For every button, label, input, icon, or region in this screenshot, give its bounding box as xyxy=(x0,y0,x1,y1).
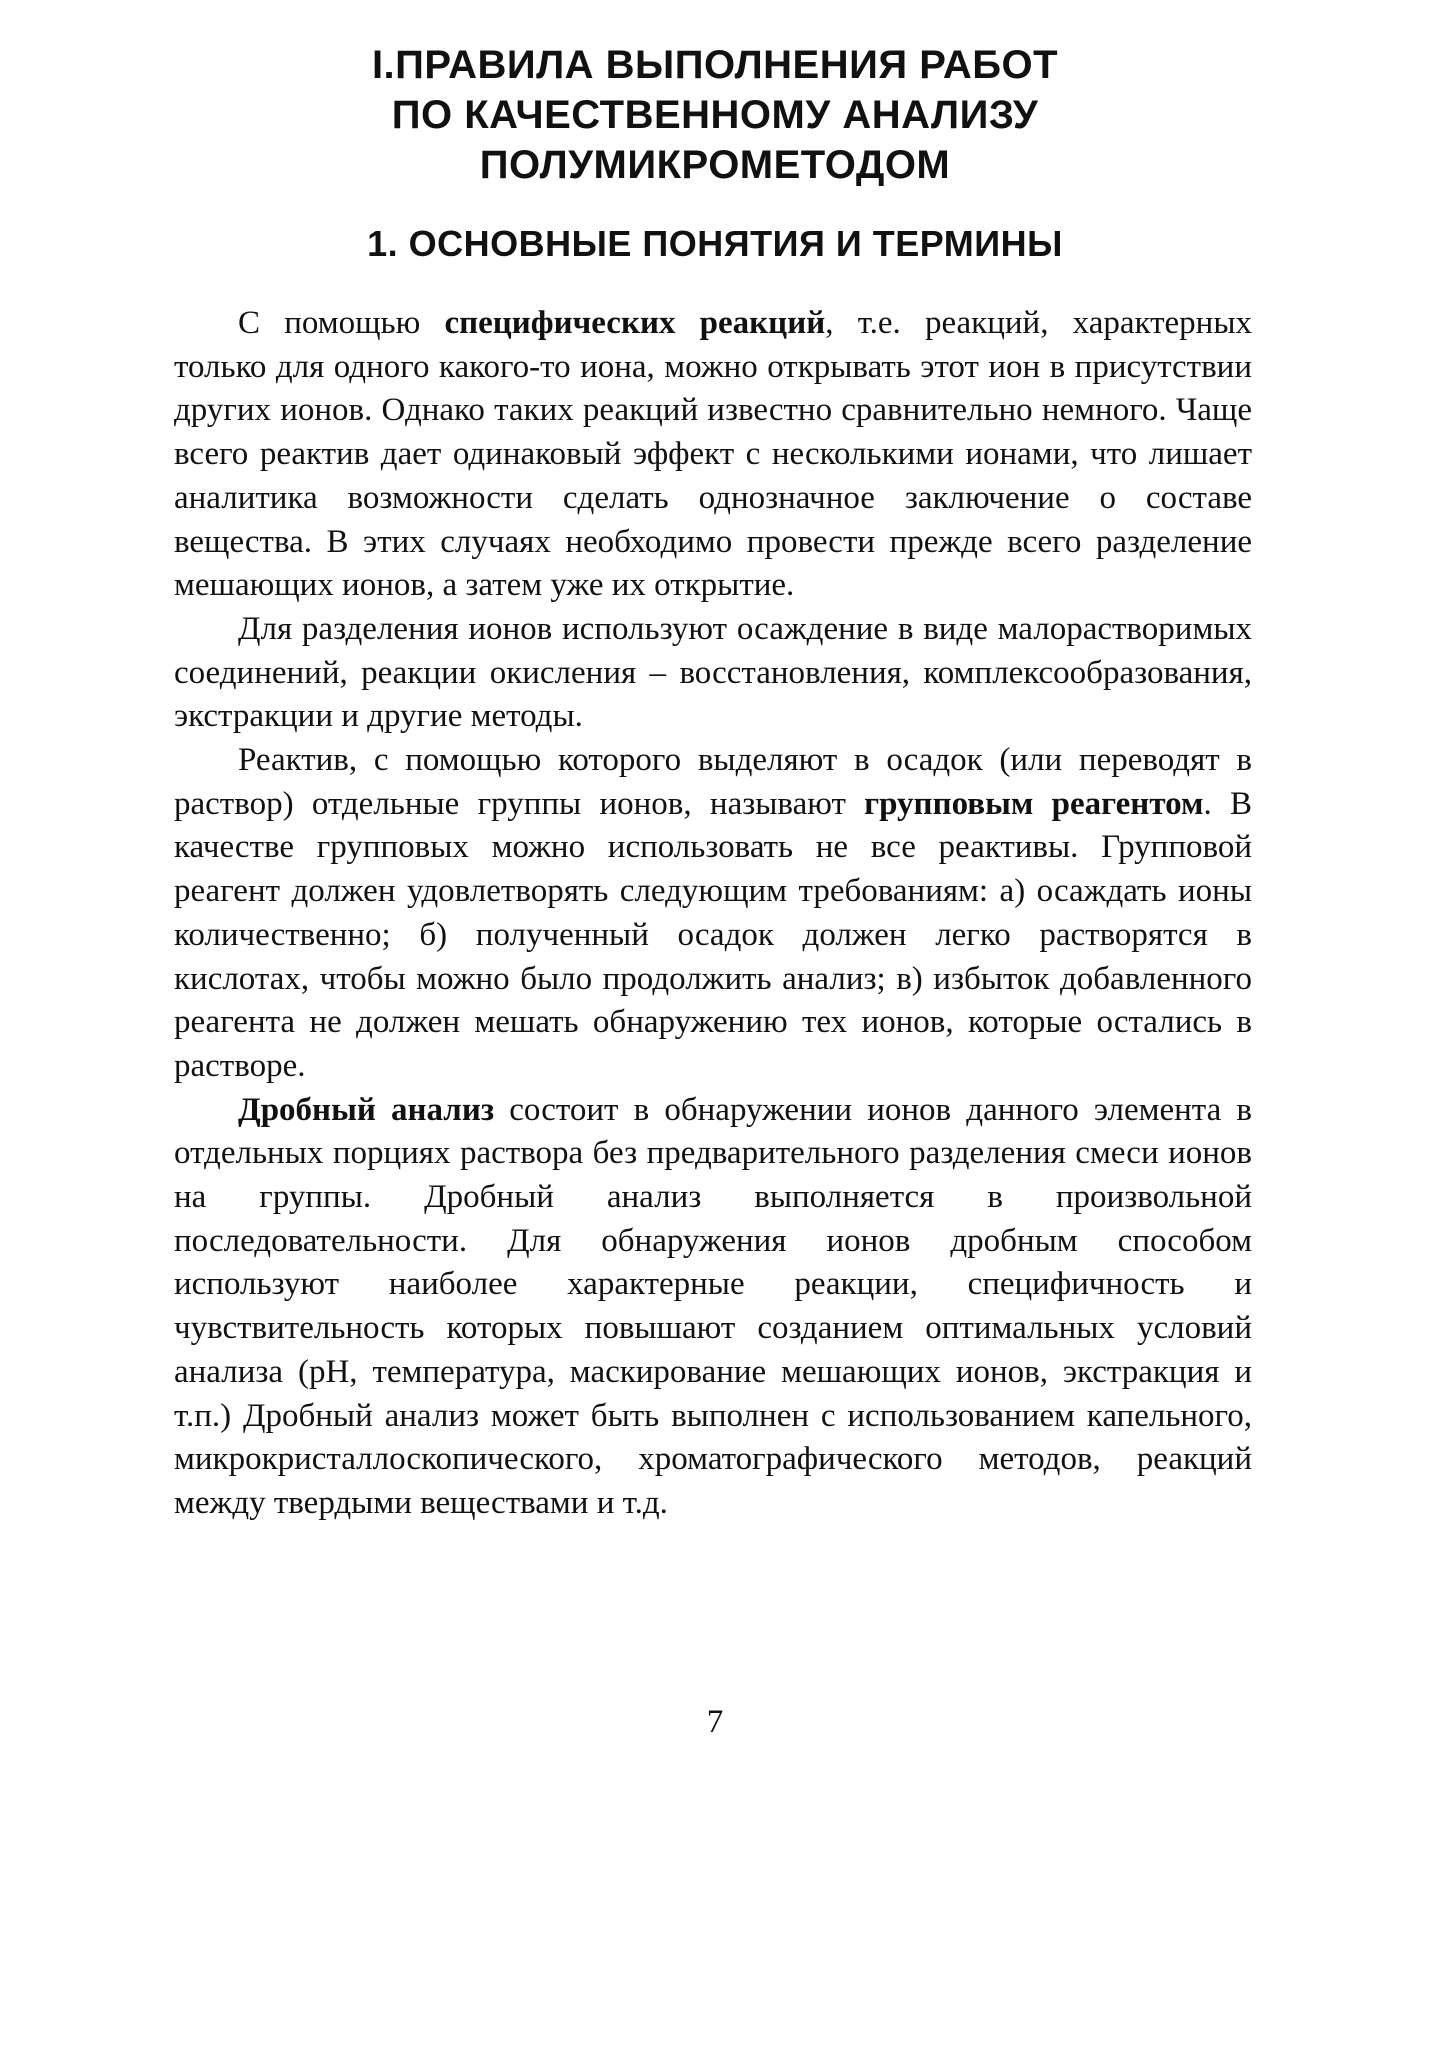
paragraph-2: Для разделения ионов используют осаждение в виде малорастворимых соединений, реакции окисления – восстановления, комплексообразования, экстракции и другие методы. xyxy=(174,610,1252,735)
paragraph-4-text-rest: состоит в обнаружении ионов данного элемента в отдельных порциях раствора без предварительного разделения смеси ионов на группы. Дробный анализ выполняется в произвольной последовательности. Для обнаружения ионов дробным способом используют наиболее характерные реакции, специфичность и чувствительность которых повышают созданием оптимальных условий анализа (pH, температура, маскирование мешающих ионов, экстракция и т.п.) Дробный анализ может быть выполнен с использованием капельного, микрокристаллоскопического, хроматографического методов, реакций между твердыми веществами и т.д. xyxy=(174,1091,1252,1521)
chapter-title-line-1: I.ПРАВИЛА ВЫПОЛНЕНИЯ РАБОТ xyxy=(371,43,1059,87)
term-fractional-analysis: Дробный анализ xyxy=(238,1091,495,1128)
section-title: 1. ОСНОВНЫЕ ПОНЯТИЯ И ТЕРМИНЫ xyxy=(367,223,1063,264)
chapter-heading xyxy=(200,40,1230,190)
page-number: 7 xyxy=(706,1704,724,1740)
paragraph-1-text-rest: , т.е. реакций, характерных только для одного какого-то иона, можно открывать этот ион в присутствии других ионов. Однако таких реакций известно сравнительно немного. Чаще всего реактив дает одинаковый эффект с несколькими ионами, что лишает аналитика возможности сделать однозначное заключение о составе вещества. В этих случаях необходимо провести прежде всего разделение мешающих ионов, а затем уже их открытие. xyxy=(174,305,1252,604)
term-specific-reactions: специфических реакций xyxy=(444,305,826,341)
chapter-title-line-2: ПО КАЧЕСТВЕННОМУ АНАЛИЗУ xyxy=(391,93,1039,137)
term-group-reagent: групповым реагентом xyxy=(864,785,1204,822)
paragraph-3-text-start: Реактив, с помощью которого выделяют в осадок (или переводят в раствор) отдельные группы ионов, называют xyxy=(174,742,1252,822)
chapter-title-line-3: ПОЛУМИКРОМЕТОДОМ xyxy=(479,143,951,187)
paragraph-3-text-rest: . В качестве групповых можно использовать не все реактивы. Групповой реагент должен удовлетворять следующим требованиям: а) осаждать ионы количественно; б) полученный осадок должен легко растворятся в кислотах, чтобы можно было продолжить анализ; в) избыток добавленного реагента не должен мешать обнаружению тех ионов, которые остались в растворе. xyxy=(174,785,1252,1084)
paragraph-4 xyxy=(174,1089,1252,1526)
body-text xyxy=(174,302,1252,1526)
chapter-title xyxy=(200,40,1230,190)
paragraph-1-text-start: С помощью xyxy=(238,305,445,341)
paragraph-1 xyxy=(174,302,1252,608)
paragraph-3 xyxy=(174,739,1252,1089)
